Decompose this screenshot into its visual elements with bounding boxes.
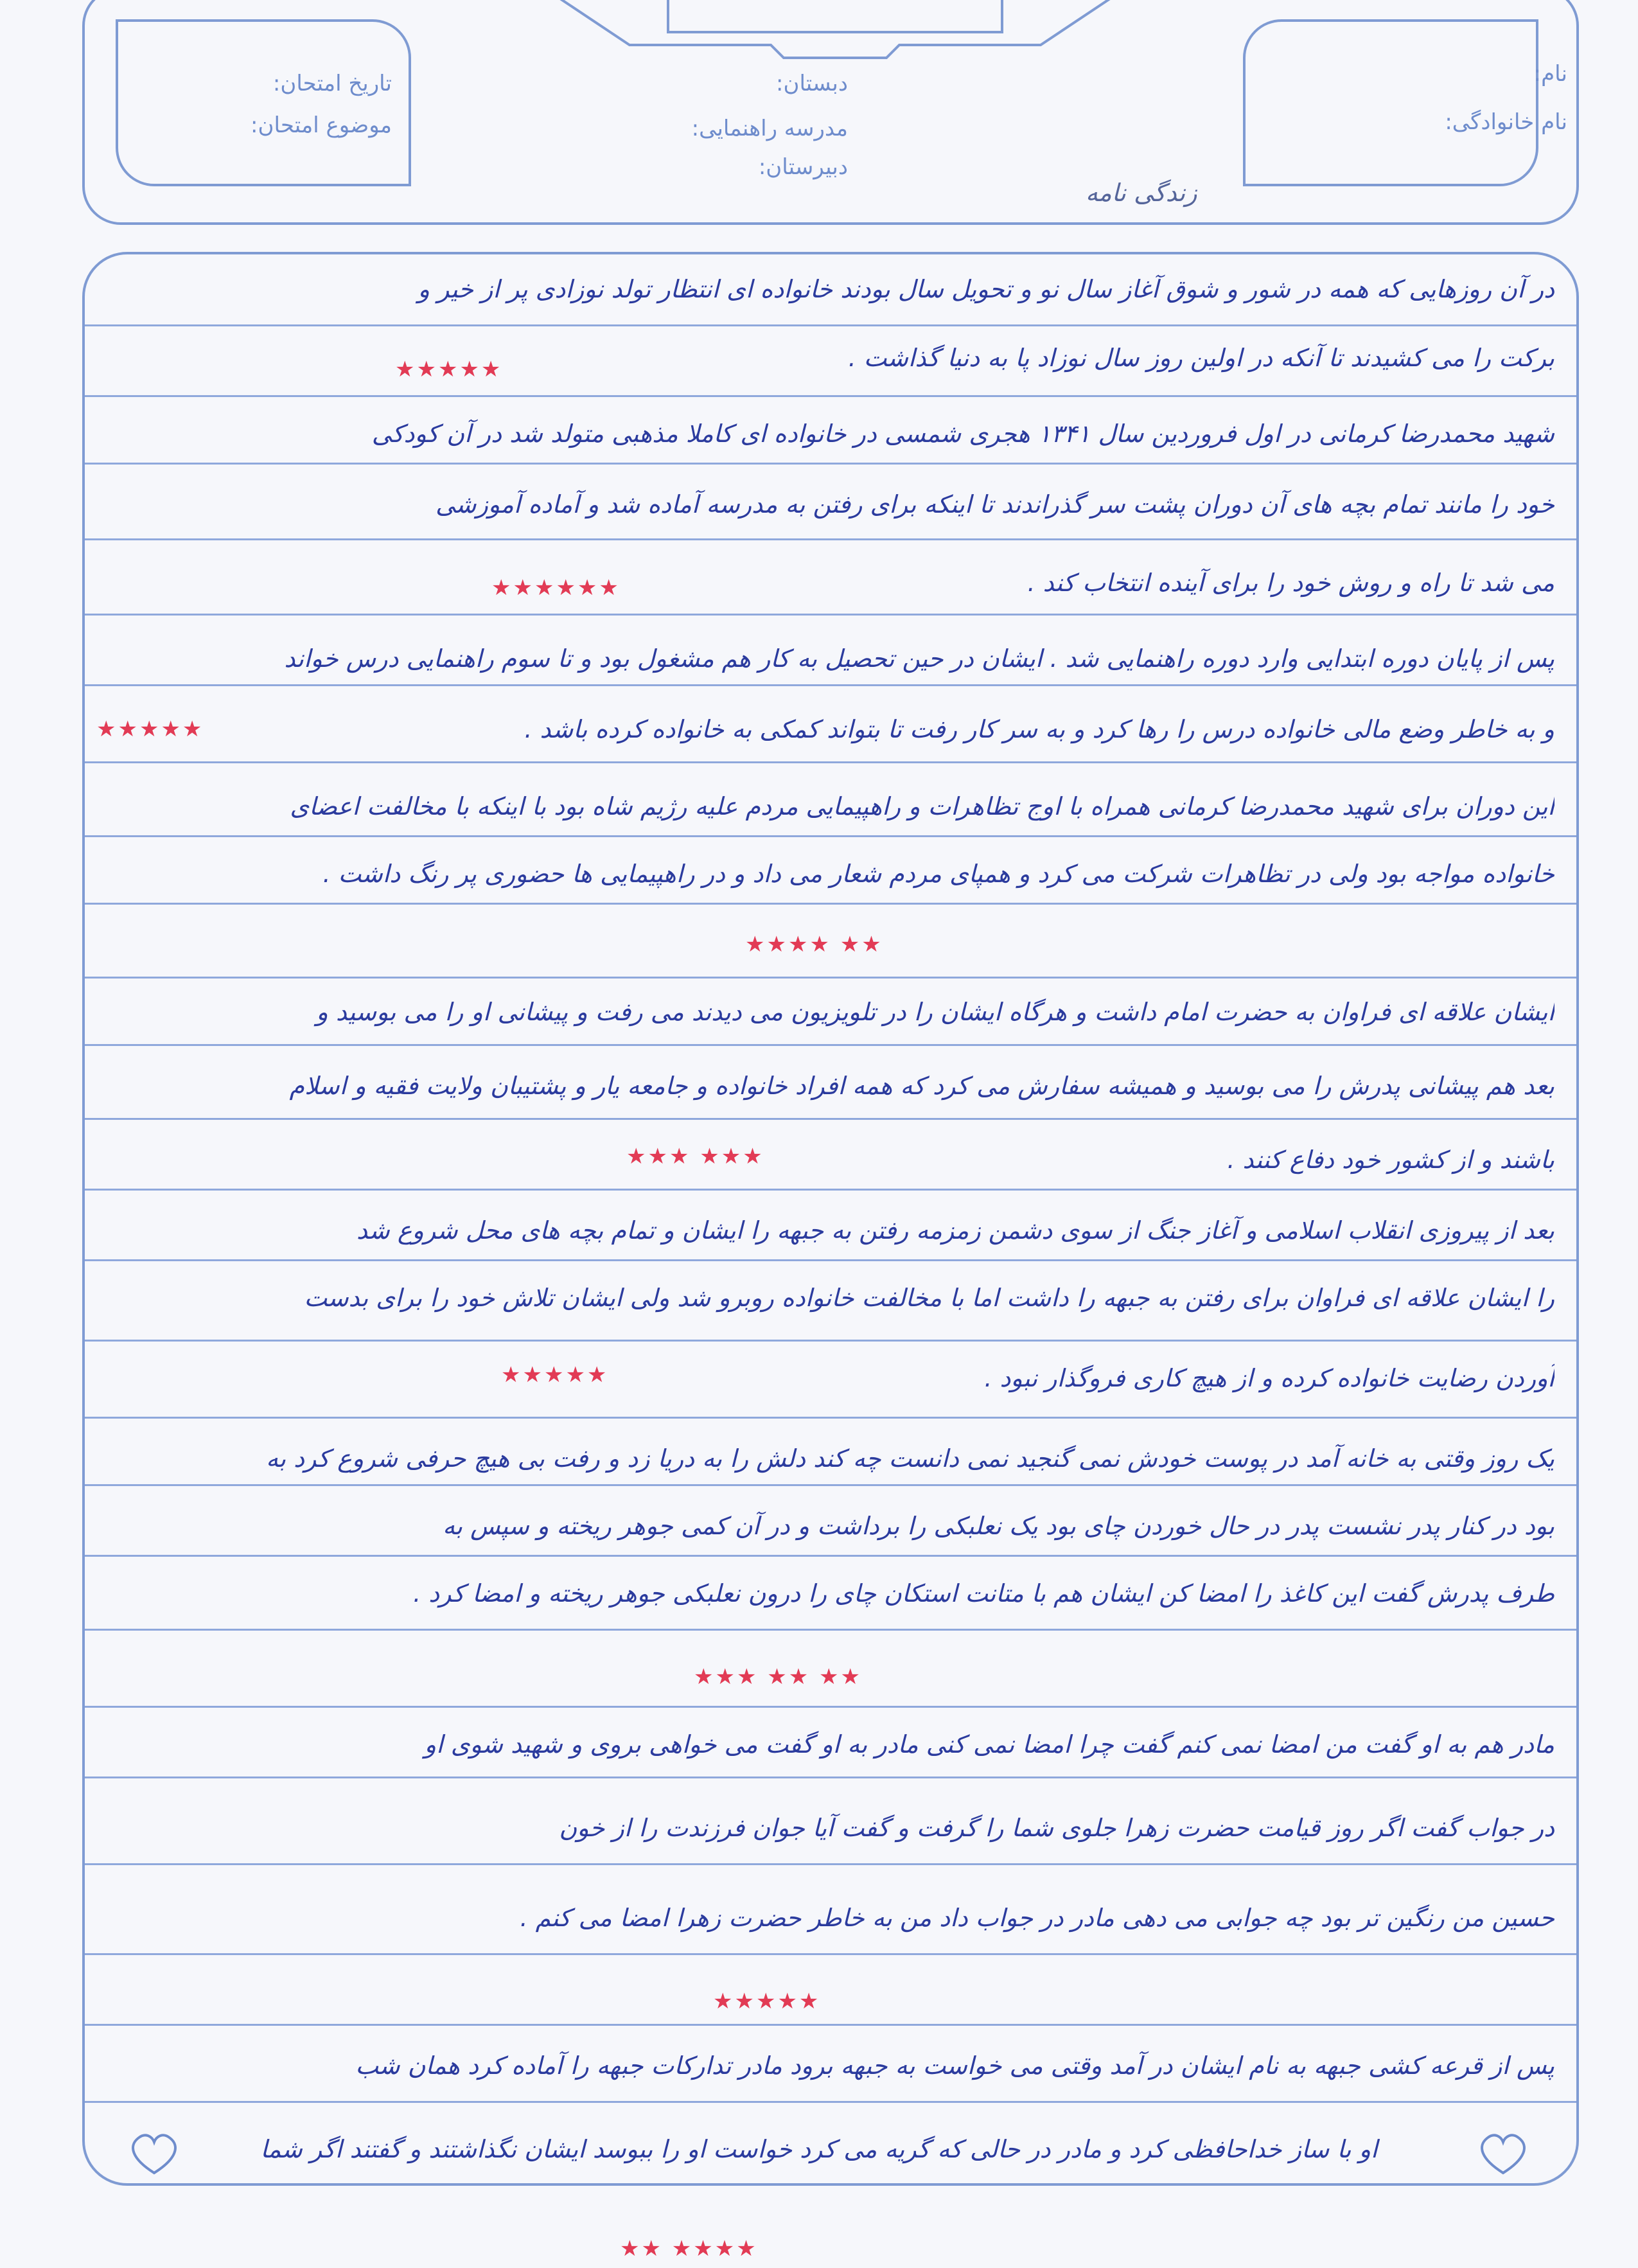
ruled-line [85,1776,1576,1778]
name-label: نام: [1533,61,1567,87]
text-line-20: در جواب گفت اگر روز قیامت حضرت زهرا جلوی شما را گرفت و گفت آیا جوان فرزندت را از خون [559,1814,1554,1842]
ruled-line [85,324,1576,326]
exam-info-banner [116,19,411,186]
ruled-line [85,538,1576,540]
heart-right-icon [1474,2127,1532,2178]
heart-left-icon [125,2127,183,2178]
ruled-line [85,1863,1576,1865]
text-line-7: و به خاطر وضع مالی خانواده درس را رها کرد و به سر کار رفت تا بتواند کمکی به خانواده کرده باشد . [524,715,1554,743]
text-line-1: در آن روزهایی که همه در شور و شوق آغاز سال نو و تحویل سال بودند خانواده ای انتظار تولد نوزادی پر از خیر و [418,275,1554,303]
text-line-9: خانواده مواجه بود ولی در تظاهرات شرکت می کرد و همپای مردم شعار می داد و در راهپیمایی ها حضوری پر رنگ داشت . [322,860,1554,888]
star-divider-3: ★★★★★ [96,716,204,742]
ruled-line [85,977,1576,979]
ruled-line [85,395,1576,397]
star-divider-9: ★★ ★★★★ [620,2236,758,2262]
family-label: نام خانوادگی: [1445,109,1567,135]
star-divider-5: ★★★ ★★★ [626,1144,764,1169]
text-line-17: بود در کنار پدر نشست پدر در حال خوردن چای بود یک نعلبکی را برداشت و در آن کمی جوهر ریخته و سپس به [443,1512,1554,1540]
ruled-line [85,1629,1576,1631]
text-line-21: حسین من رنگین تر بود چه جوابی می دهی مادر در جواب داد من به خاطر حضرت زهرا امضا می کنم . [520,1904,1554,1932]
ruled-line [85,761,1576,763]
star-divider-7: ★★★ ★★ ★★ [694,1664,862,1690]
title-ribbon-icon [540,0,1131,64]
text-line-5: می شد تا راه و روش خود را برای آینده انتخاب کند . [1027,569,1554,597]
document-heading: زندگی نامه [1086,179,1197,207]
ruled-line [85,1189,1576,1191]
text-line-16: یک روز وقتی به خانه آمد در پوست خودش نمی گنجید نمی دانست چه کند دلش را به دریا زد و رفت بی هیچ حرفی شروع کرد به [266,1444,1554,1473]
ruled-line [85,1953,1576,1955]
text-line-15: آوردن رضایت خانواده کرده و از هیچ کاری فروگذار نبود . [984,1364,1554,1392]
text-line-12: باشند و از کشور خود دفاع کنند . [1227,1146,1554,1174]
star-divider-6: ★★★★★ [501,1362,609,1388]
text-line-18: طرف پدرش گفت این کاغذ را امضا کن ایشان هم با متانت استکان چای را درون نعلبکی جوهر ریخته و امضا کرد . [413,1579,1554,1608]
star-divider-1: ★★★★★ [395,357,503,382]
ruled-line [85,903,1576,905]
footer-line: او با ساز خداحافظی کرد و مادر در حالی که گریه می کرد خواست او را ببوسد ایشان نگذاشتند و گفتند اگر شما [260,2135,1378,2163]
ruled-line [85,1417,1576,1419]
star-divider-8: ★★★★★ [713,1989,821,2014]
guidance-school-label: مدرسه راهنمایی: [691,116,848,141]
ruled-line [85,1340,1576,1342]
ruled-line [85,2101,1576,2103]
star-divider-4: ★★★★ ★★ [745,932,883,957]
text-line-11: بعد هم پیشانی پدرش را می بوسید و همیشه سفارش می کرد که همه افراد خانواده و جامعه یار و پشتیبان ولایت فقیه و اسلام [289,1072,1554,1100]
star-divider-2: ★★★★★★ [491,575,621,601]
ruled-line [85,1118,1576,1120]
exam-subject-label: موضوع امتحان: [251,112,392,138]
text-line-22: پس از قرعه کشی جبهه به نام ایشان در آمد وقتی می خواست به جبهه برود مادر تدارکات جبهه را آماده کرد همان شب [355,2051,1554,2080]
ruled-line [85,1044,1576,1046]
text-line-3: شهید محمدرضا کرمانی در اول فروردین سال ۱۳۴۱ هجری شمسی در خانواده ای کاملا مذهبی متولد شد در آن کودکی [371,420,1554,448]
high-school-label: دبیرستان: [758,154,848,180]
primary-school-label: دبستان: [776,71,848,96]
ruled-line [85,835,1576,837]
ruled-line [85,1259,1576,1261]
ruled-line [85,1706,1576,1708]
text-line-10: ایشان علاقه ای فراوان به حضرت امام داشت و هرگاه ایشان را در تلویزیون می دیدند می رفت و پیشانی او را می بوسید و [316,998,1554,1026]
text-line-19: مادر هم به او گفت من امضا نمی کنم گفت چرا امضا نمی کنی مادر به او گفت می خواهی بروی و شهید شوی او [424,1730,1554,1759]
text-line-8: این دوران برای شهید محمدرضا کرمانی همراه با اوج تظاهرات و راهپیمایی مردم علیه رژیم شاه بود با اینکه با مخالفت اعضای [290,792,1554,820]
ruled-line [85,1555,1576,1557]
text-line-13: بعد از پیروزی انقلاب اسلامی و آغاز جنگ از سوی دشمن زمزمه رفتن به جبهه را ایشان و تمام بچه های محل شروع شد [356,1216,1554,1245]
text-line-6: پس از پایان دوره ابتدایی وارد دوره راهنمایی شد . ایشان در حین تحصیل به کار هم مشغول بود و تا سوم راهنمایی درس خواند [284,644,1554,673]
text-line-2: برکت را می کشیدند تا آنکه در اولین روز سال نوزاد پا به دنیا گذاشت . [848,344,1554,372]
student-info-banner [1243,19,1538,186]
ruled-line [85,463,1576,465]
ruled-line [85,2024,1576,2026]
text-line-14: را ایشان علاقه ای فراوان برای رفتن به جبهه را داشت اما با مخالفت خانواده روبرو شد ولی ایشان تلاش خود را برای بدست [304,1284,1554,1312]
text-line-4: خود را مانند تمام بچه های آن دوران پشت سر گذراندند تا اینکه برای رفتن به مدرسه آماده شد و آماده آموزشی [435,490,1554,518]
ruled-line [85,614,1576,616]
exam-date-label: تاریخ امتحان: [272,71,392,96]
